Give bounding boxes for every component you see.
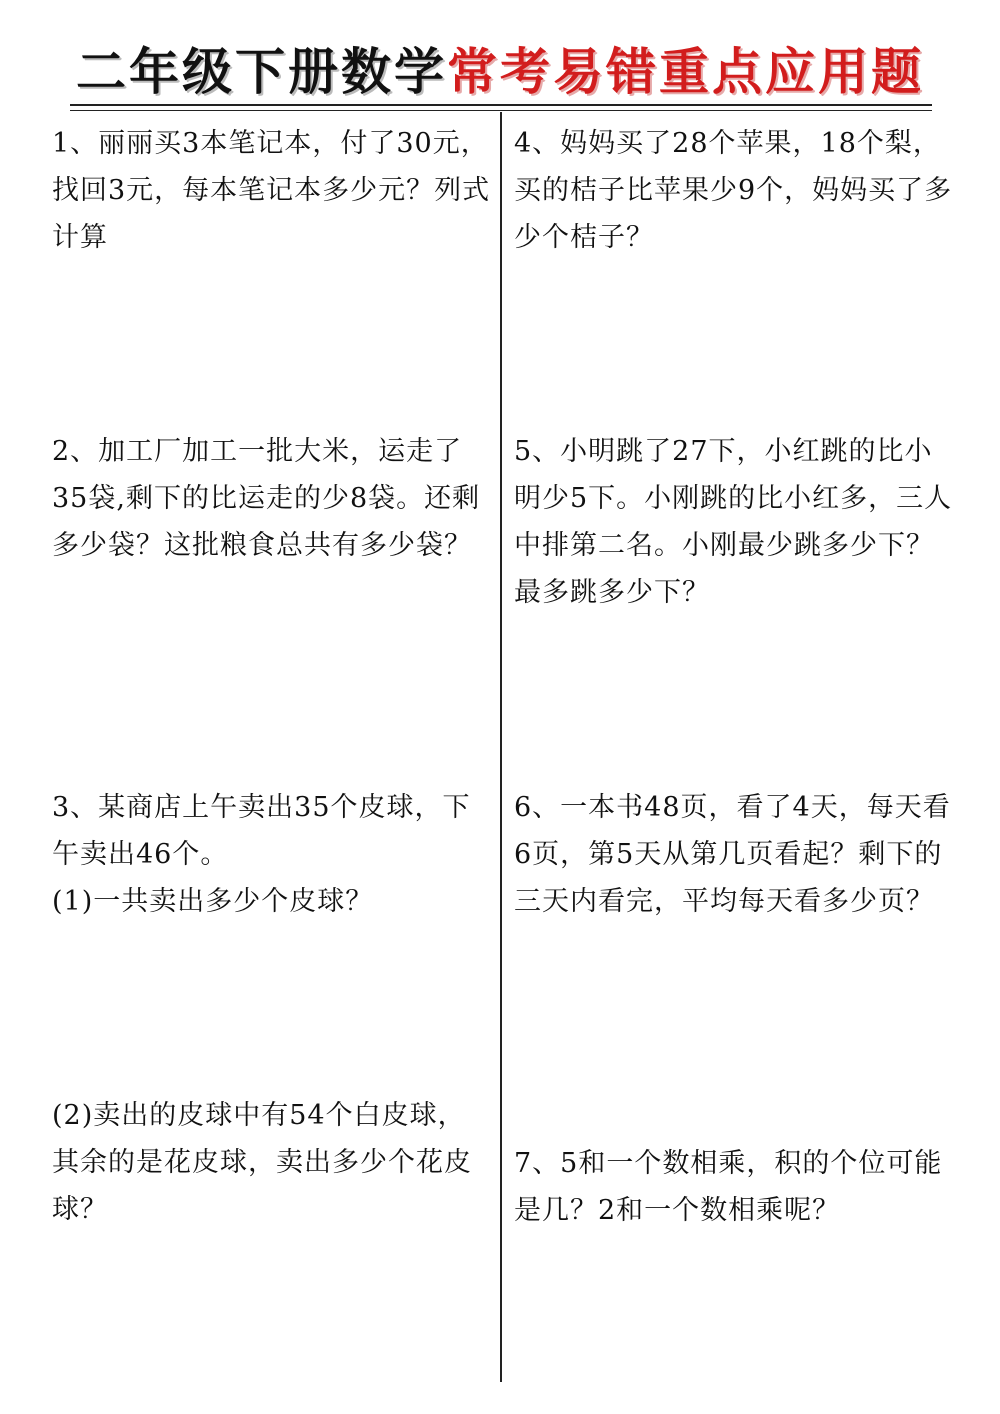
question-4	[514, 120, 954, 261]
title-underline-thick	[70, 104, 932, 106]
question-3	[52, 784, 492, 925]
question-7-text: 7、5和一个数相乘，积的个位可能是几？2和一个数相乘呢？	[514, 1148, 943, 1226]
question-6	[514, 784, 954, 925]
page-title	[0, 36, 1000, 108]
title-underline-thin	[70, 110, 932, 111]
question-1	[52, 120, 492, 261]
question-7	[514, 1140, 954, 1234]
question-3-part-2	[52, 1092, 492, 1233]
question-2-text: 2、加工厂加工一批大米，运走了35袋,剩下的比运走的少8袋。还剩多少袋？这批粮食总共有多少袋？	[52, 436, 481, 561]
title-highlight: 常考易错重点应用题	[447, 43, 924, 101]
title-main: 二年级下册数学	[76, 43, 447, 101]
question-1-text: 1、丽丽买3本笔记本，付了30元，找回3元，每本笔记本多少元？列式计算	[52, 128, 491, 253]
question-5-text: 5、小明跳了27下，小红跳的比小明少5下。小刚跳的比小红多，三人中排第二名。小刚最少跳多少下？最多跳多少下？	[514, 436, 953, 608]
question-3-part-1: (1)一共卖出多少个皮球？	[52, 886, 374, 917]
column-divider	[500, 112, 502, 1382]
question-4-text: 4、妈妈买了28个苹果，18个梨，买的桔子比苹果少9个，妈妈买了多少个桔子？	[514, 128, 953, 253]
question-2	[52, 428, 492, 569]
question-5	[514, 428, 954, 616]
question-3-part-2-text: (2)卖出的皮球中有54个白皮球，其余的是花皮球，卖出多少个花皮球？	[52, 1100, 472, 1225]
question-6-text: 6、一本书48页，看了4天，每天看6页，第5天从第几页看起？剩下的三天内看完，平均每天看多少页？	[514, 792, 951, 917]
question-3-text: 3、某商店上午卖出35个皮球，下午卖出46个。	[52, 792, 471, 870]
